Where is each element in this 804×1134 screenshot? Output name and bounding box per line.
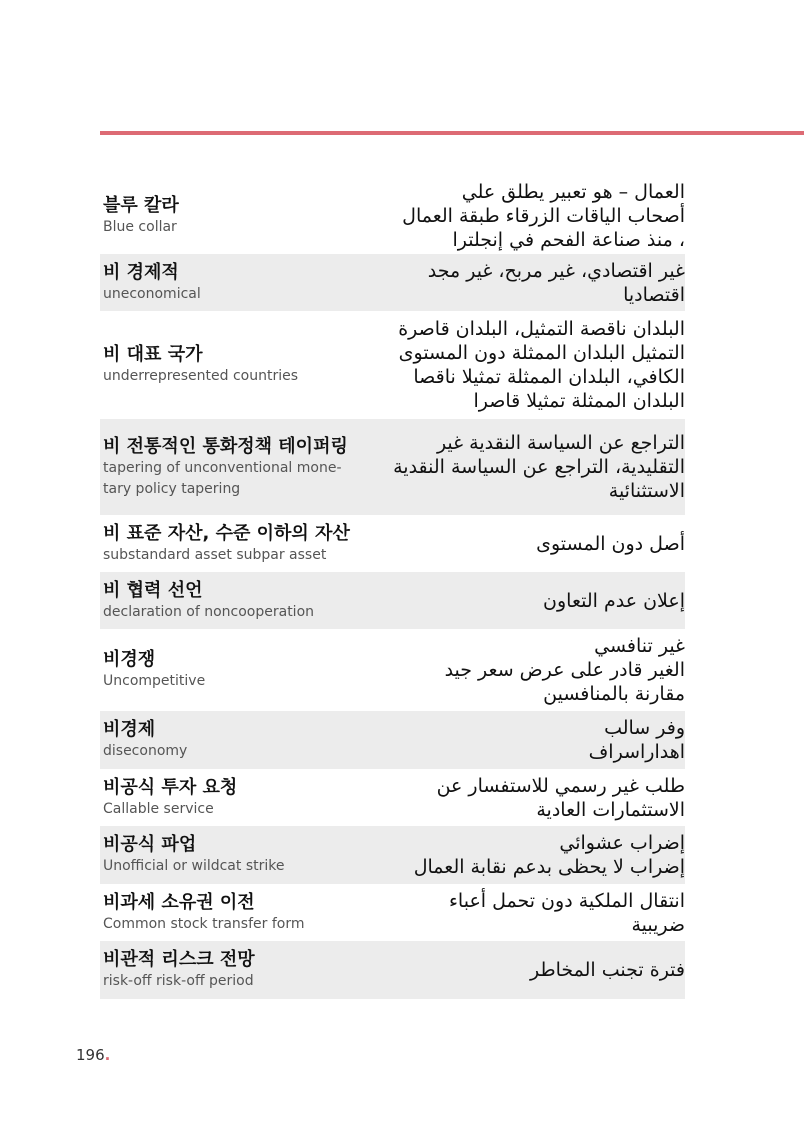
term-cell — [103, 435, 361, 500]
term-cell — [103, 776, 361, 820]
english-term: uneconomical — [103, 285, 201, 302]
korean-term: 비과세 소유권 이전 — [103, 891, 255, 913]
arabic-translation: انتقال الملكية دون تحمل أعباء ضريبية — [448, 889, 685, 936]
glossary-row — [100, 572, 685, 629]
korean-term: 비 경제적 — [103, 261, 179, 283]
arabic-translation: وفر سالب اهداراسراف — [588, 717, 685, 763]
korean-term: 비경쟁 — [103, 649, 156, 670]
korean-term: 비 협력 선언 — [103, 579, 203, 601]
korean-term: 비경제 — [103, 719, 156, 740]
korean-term: 비관적 리스크 전망 — [103, 949, 255, 970]
english-term: Blue collar — [103, 218, 177, 235]
korean-term: 비공식 파업 — [103, 834, 197, 855]
arabic-translation: إعلان عدم التعاون — [543, 589, 685, 612]
glossary-row — [100, 769, 685, 826]
page-number-dot: . — [104, 1046, 111, 1064]
term-cell — [103, 891, 361, 935]
english-term: underrepresented countries — [103, 368, 299, 384]
arabic-translation: غير اقتصادي، غير مربح، غير مجد اقتصاديا — [427, 259, 685, 306]
arabic-translation: التراجع عن السياسة النقدية غير التقليدية، التراجع عن السياسة النقدية الاستثنائية — [393, 432, 685, 502]
term-cell — [103, 194, 361, 238]
english-term: risk-off risk-off period — [103, 973, 254, 989]
arabic-translation: العمال – هو تعبير يطلق علي أصحاب الياقات الزرقاء طبقة العمال ، منذ صناعة الفحم في إنجلترا — [402, 180, 685, 251]
arabic-translation: طلب غير رسمي للاستفسار عن الاستثمارات العادية — [436, 774, 685, 821]
glossary-row — [100, 311, 685, 419]
term-cell — [103, 343, 361, 387]
header-rule — [100, 131, 804, 135]
korean-term: 비공식 투자 요청 — [103, 776, 238, 798]
glossary-row — [100, 629, 685, 711]
page-number-value: 196 — [76, 1046, 105, 1064]
arabic-translation: أصل دون المستوى — [536, 532, 685, 555]
korean-term: 블루 칼라 — [103, 194, 179, 216]
term-cell — [103, 648, 361, 692]
page-number — [76, 1046, 110, 1064]
english-term: substandard asset subpar asset — [103, 546, 327, 563]
glossary-row — [100, 254, 685, 311]
english-term: declaration of noncooperation — [103, 603, 315, 620]
term-cell — [103, 948, 361, 992]
english-term: tapering of unconventional mone- tary policy tapering — [103, 459, 342, 497]
glossary-table — [100, 177, 685, 999]
english-term: Unofficial or wildcat strike — [103, 858, 285, 874]
english-term: Callable service — [103, 800, 214, 817]
arabic-translation: فترة تجنب المخاطر — [530, 959, 685, 981]
glossary-row — [100, 826, 685, 884]
term-cell — [103, 522, 361, 566]
glossary-row — [100, 884, 685, 941]
korean-term: 비 대표 국가 — [103, 344, 203, 365]
arabic-translation: غير تنافسي الغير قادر على عرض سعر جيد مقارنة بالمنافسين — [444, 635, 685, 705]
glossary-row — [100, 419, 685, 515]
term-cell — [103, 261, 361, 305]
glossary-row — [100, 515, 685, 572]
arabic-translation: البلدان ناقصة التمثيل، البلدان قاصرة التمثيل البلدان الممثلة دون المستوى الكافي، البلدان الممثلة تمثيلا ناقصا البلدان الممثلة تمثيلا قاصرا — [398, 318, 685, 412]
glossary-row — [100, 941, 685, 999]
korean-term: 비 전통적인 통화정책 테이퍼링 — [103, 435, 348, 457]
english-term: Uncompetitive — [103, 673, 206, 689]
glossary-row — [100, 177, 685, 254]
english-term: Common stock transfer form — [103, 915, 305, 932]
korean-term: 비 표준 자산, 수준 이하의 자산 — [103, 522, 350, 544]
term-cell — [103, 579, 361, 623]
english-term: diseconomy — [103, 743, 188, 759]
arabic-translation: إضراب عشوائي إضراب لا يحظى بدعم نقابة العمال — [413, 832, 685, 878]
glossary-row — [100, 711, 685, 769]
term-cell — [103, 718, 361, 762]
term-cell — [103, 833, 361, 877]
